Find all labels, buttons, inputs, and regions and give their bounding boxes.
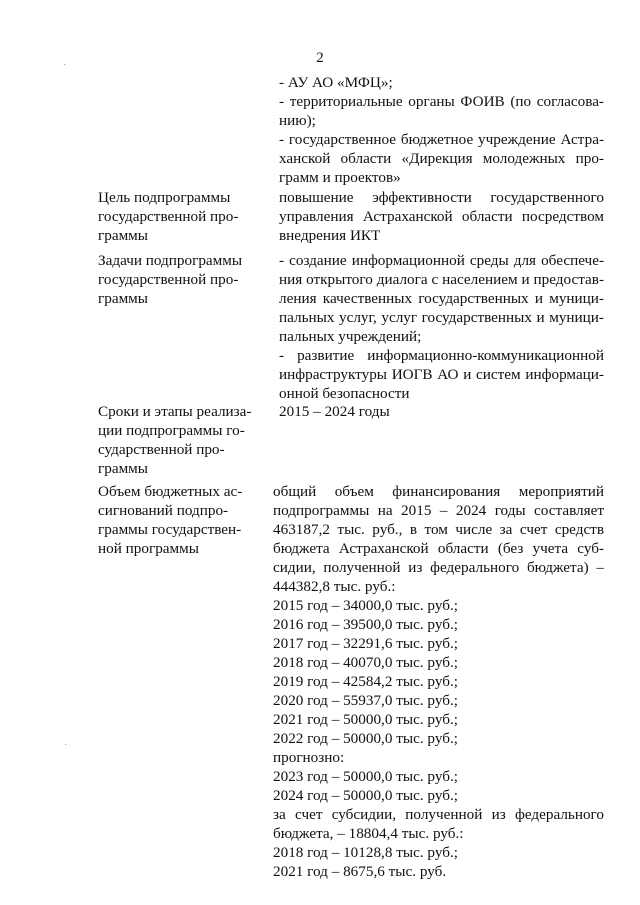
content-line: за счет субсидии, полученной из федерального (273, 806, 604, 823)
content-line: бюджета, – 18804,4 тыс. руб.: (273, 825, 464, 842)
label-line: Задачи подпрограммы (98, 252, 243, 269)
content-line: 2023 год – 50000,0 тыс. руб.; (273, 768, 458, 785)
content-line: повышение эффективности государственного (279, 189, 604, 206)
top-list-line: - государственное бюджетное учреждение Астра- (279, 131, 604, 148)
top-list (279, 73, 604, 187)
content-line: бюджета Астраханской области (без учета суб- (273, 540, 604, 557)
budget-content (273, 482, 604, 881)
label-line: Цель подпрограммы (98, 189, 231, 206)
content-line: 2018 год – 10128,8 тыс. руб.; (273, 844, 458, 861)
top-list-line: - АУ АО «МФЦ»; (279, 74, 393, 91)
content-line: подпрограммы на 2015 – 2024 годы составляет (273, 502, 604, 519)
content-line: управления Астраханской области посредством (279, 208, 604, 225)
label-line: граммы государствен- (98, 521, 242, 538)
scan-speck: · (64, 740, 68, 751)
content-line: инфраструктуры ИОГВ АО и систем информаци- (279, 366, 604, 383)
scan-speck: · (63, 60, 67, 71)
label-line: ной программы (98, 540, 199, 557)
content-line: 2015 год – 34000,0 тыс. руб.; (273, 597, 458, 614)
budget-label (98, 482, 258, 558)
content-line: 2017 год – 32291,6 тыс. руб.; (273, 635, 458, 652)
tasks-content (279, 251, 604, 403)
content-line: 2020 год – 55937,0 тыс. руб.; (273, 692, 458, 709)
content-line: 2018 год – 40070,0 тыс. руб.; (273, 654, 458, 671)
content-line: 2021 год – 50000,0 тыс. руб.; (273, 711, 458, 728)
content-line: 2022 год – 50000,0 тыс. руб.; (273, 730, 458, 747)
label-line: государственной про- (98, 208, 239, 225)
label-line: граммы (98, 290, 148, 307)
label-line: государственной про- (98, 271, 239, 288)
content-line: внедрения ИКТ (279, 227, 381, 244)
content-line: - развитие информационно-коммуникационной (279, 347, 604, 364)
content-line: 2024 год – 50000,0 тыс. руб.; (273, 787, 458, 804)
top-list-line: - территориальные органы ФОИВ (по согласова- (279, 93, 604, 110)
page-number: 2 (316, 50, 324, 66)
content-line: пальных услуг, услуг государственных и муници- (279, 309, 604, 326)
content-line: 444382,8 тыс. руб.: (273, 578, 396, 595)
terms-label (98, 402, 258, 478)
content-line: 463187,2 тыс. руб., в том числе за счет средств (273, 521, 604, 538)
label-line: Объем бюджетных ас- (98, 483, 243, 500)
content-line: пальных учреждений; (279, 328, 422, 345)
top-list-line: нию); (279, 112, 316, 129)
content-line: онной безопасности (279, 385, 410, 402)
content-line: общий объем финансирования мероприятий (273, 483, 604, 500)
label-line: граммы (98, 460, 148, 477)
content-line: 2021 год – 8675,6 тыс. руб. (273, 863, 447, 880)
content-line: ления качественных государственных и муници- (279, 290, 604, 307)
content-line: - создание информационной среды для обеспече- (279, 252, 604, 269)
top-list-line: ханской области «Дирекция молодежных про- (279, 150, 604, 167)
content-line: 2016 год – 39500,0 тыс. руб.; (273, 616, 458, 633)
label-line: Сроки и этапы реализа- (98, 403, 252, 420)
goal-label (98, 188, 258, 245)
content-line: ния открытого диалога с населением и предостав- (279, 271, 604, 288)
terms-content (279, 402, 604, 421)
content-line: сидии, полученной из федерального бюджета) – (273, 559, 604, 576)
top-list-line: грамм и проектов» (279, 169, 401, 186)
label-line: сигнований подпро- (98, 502, 229, 519)
label-line: ции подпрограммы го- (98, 422, 245, 439)
content-line: 2015 – 2024 годы (279, 403, 390, 420)
label-line: граммы (98, 227, 148, 244)
content-line: 2019 год – 42584,2 тыс. руб.; (273, 673, 458, 690)
label-line: сударственной про- (98, 441, 225, 458)
content-line: прогнозно: (273, 749, 345, 766)
goal-content (279, 188, 604, 245)
tasks-label (98, 251, 258, 308)
